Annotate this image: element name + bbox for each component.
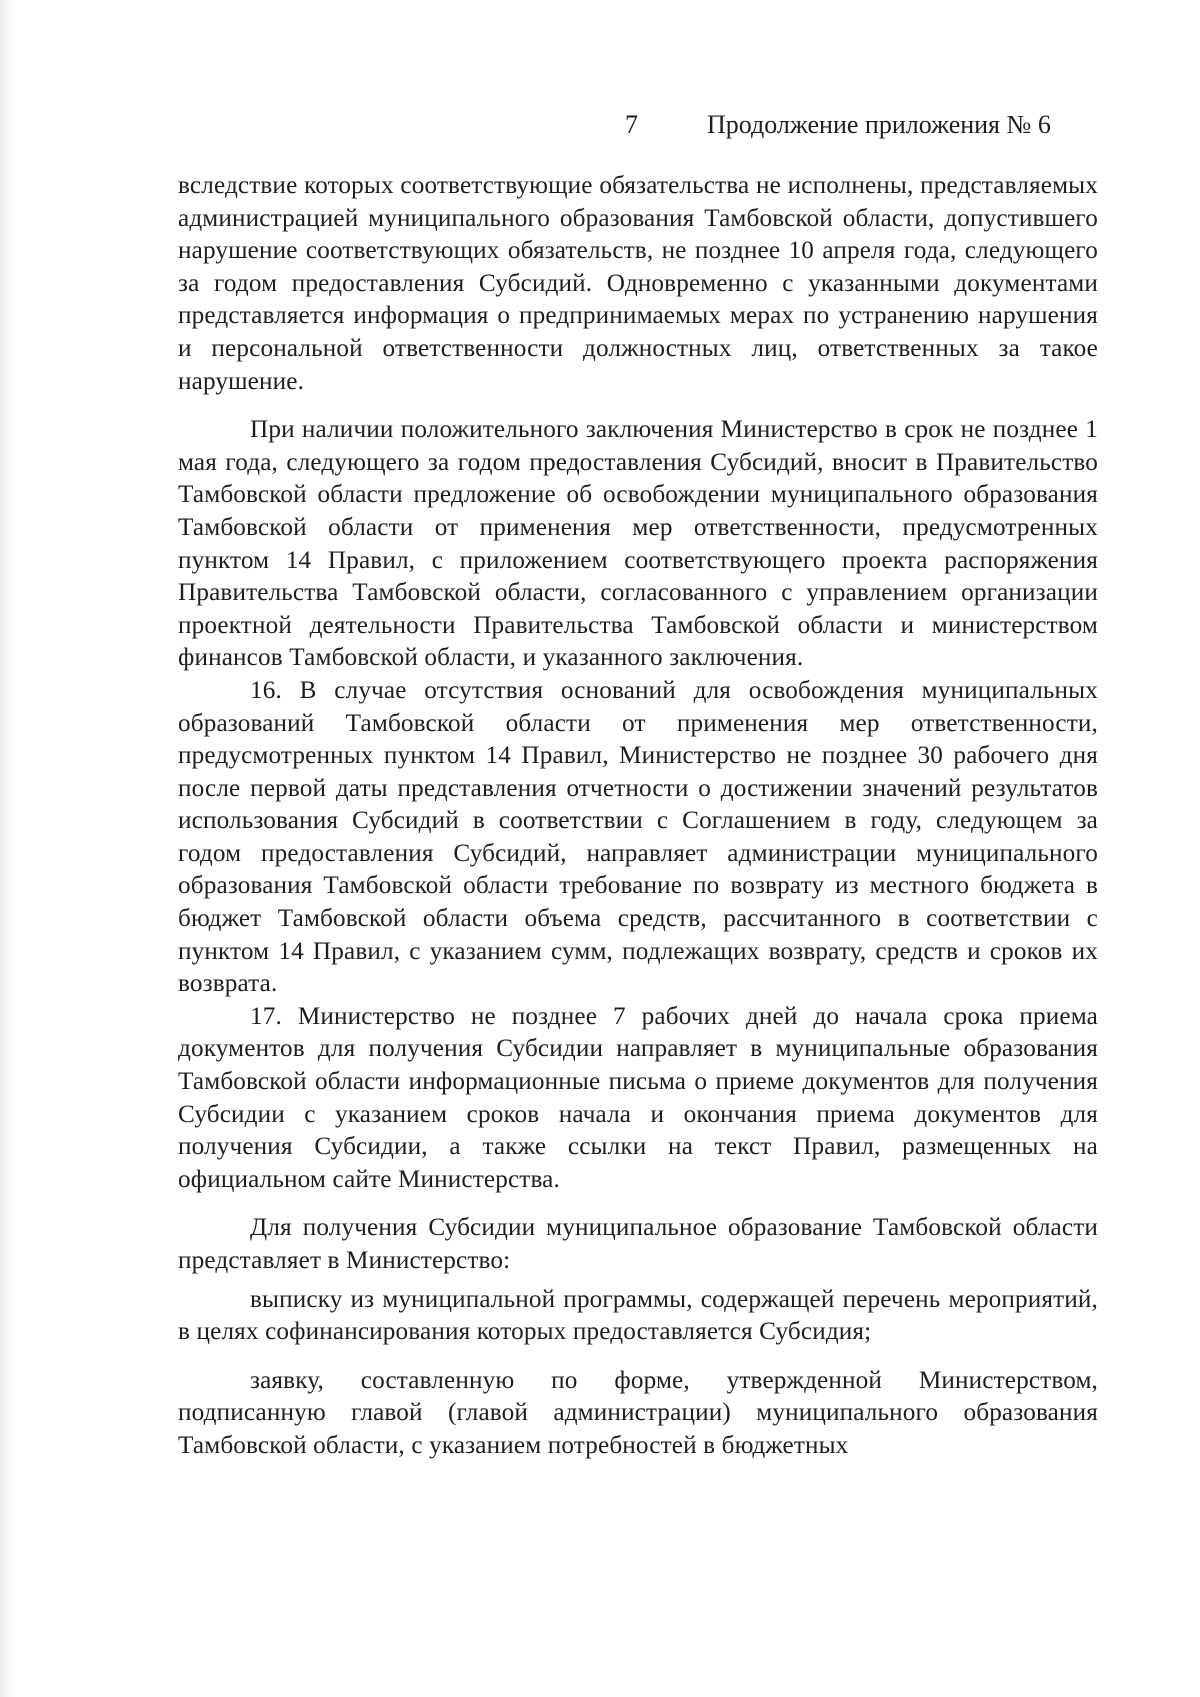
paragraph-item-17: 17. Министерство не позднее 7 рабочих дней до начала срока приема документов для получения Субсидии направляет в муниципальные образования Тамбовской области информационные письма о приеме документов для получения Субсидии с указанием сроков начала и окончания приема документов для получения Субсидии, а также ссылки на текст Правил, размещенных на официальном сайте Министерства. — [178, 1002, 1098, 1193]
paragraph-positive-conclusion: При наличии положительного заключения Министерство в срок не позднее 1 мая года, следующего за годом предоставления Субсидий, вносит в Правительство Тамбовской области предложение об освобождении муниципального образования Тамбовской области от применения мер ответственности, предусмотренных пунктом 14 Правил, с приложением соответствующего проекта распоряжения Правительства Тамбовской области, согласованного с управлением организации проектной деятельности Правительства Тамбовской области и министерством финансов Тамбовской области, и указанного заключения. — [178, 416, 1098, 672]
paragraph-item-16: 16. В случае отсутствия оснований для освобождения муниципальных образований Тамбовской области от применения мер ответственности, предусмотренных пунктом 14 Правил, Министерство не позднее 30 рабочего дня после первой даты представления отчетности о достижении значений результатов использования Субсидий в соответствии с Соглашением в году, следующем за годом предоставления Субсидий, направляет администрации муниципального образования Тамбовской области требование по возврату из местного бюджета в бюджет Тамбовской области объема средств, рассчитанного в соответствии с пунктом 14 Правил, с указанием сумм, подлежащих возврату, средств и сроков их возврата. — [178, 676, 1098, 998]
document-body — [178, 170, 1098, 1463]
page-number: 7 — [625, 110, 638, 139]
paragraph-program-extract: выписку из муниципальной программы, содержащей перечень мероприятий, в целях софинансирования которых предоставляется Субсидия; — [178, 1285, 1098, 1346]
scan-edge-shadow — [0, 0, 14, 1697]
paragraph-continuation: вследствие которых соответствующие обязательства не исполнены, представляемых администрацией муниципального образования Тамбовской области, допустившего нарушение соответствующих обязательств, не позднее 10 апреля года, следующего за годом предоставления Субсидий. Одновременно с указанными документами представляется информация о предпринимаемых мерах по устранению нарушения и персональной ответственности должностных лиц, ответственных за такое нарушение. — [178, 172, 1098, 395]
page-header — [0, 110, 1200, 150]
paragraph-application: заявку, составленную по форме, утвержденной Министерством, подписанную главой (главой администрации) муниципального образования Тамбовской области, с указанием потребностей в бюджетных — [178, 1366, 1098, 1459]
paragraph-documents-intro: Для получения Субсидии муниципальное образование Тамбовской области представляет в Министерство: — [178, 1214, 1098, 1274]
appendix-continuation-title: Продолжение приложения № 6 — [707, 110, 1051, 139]
